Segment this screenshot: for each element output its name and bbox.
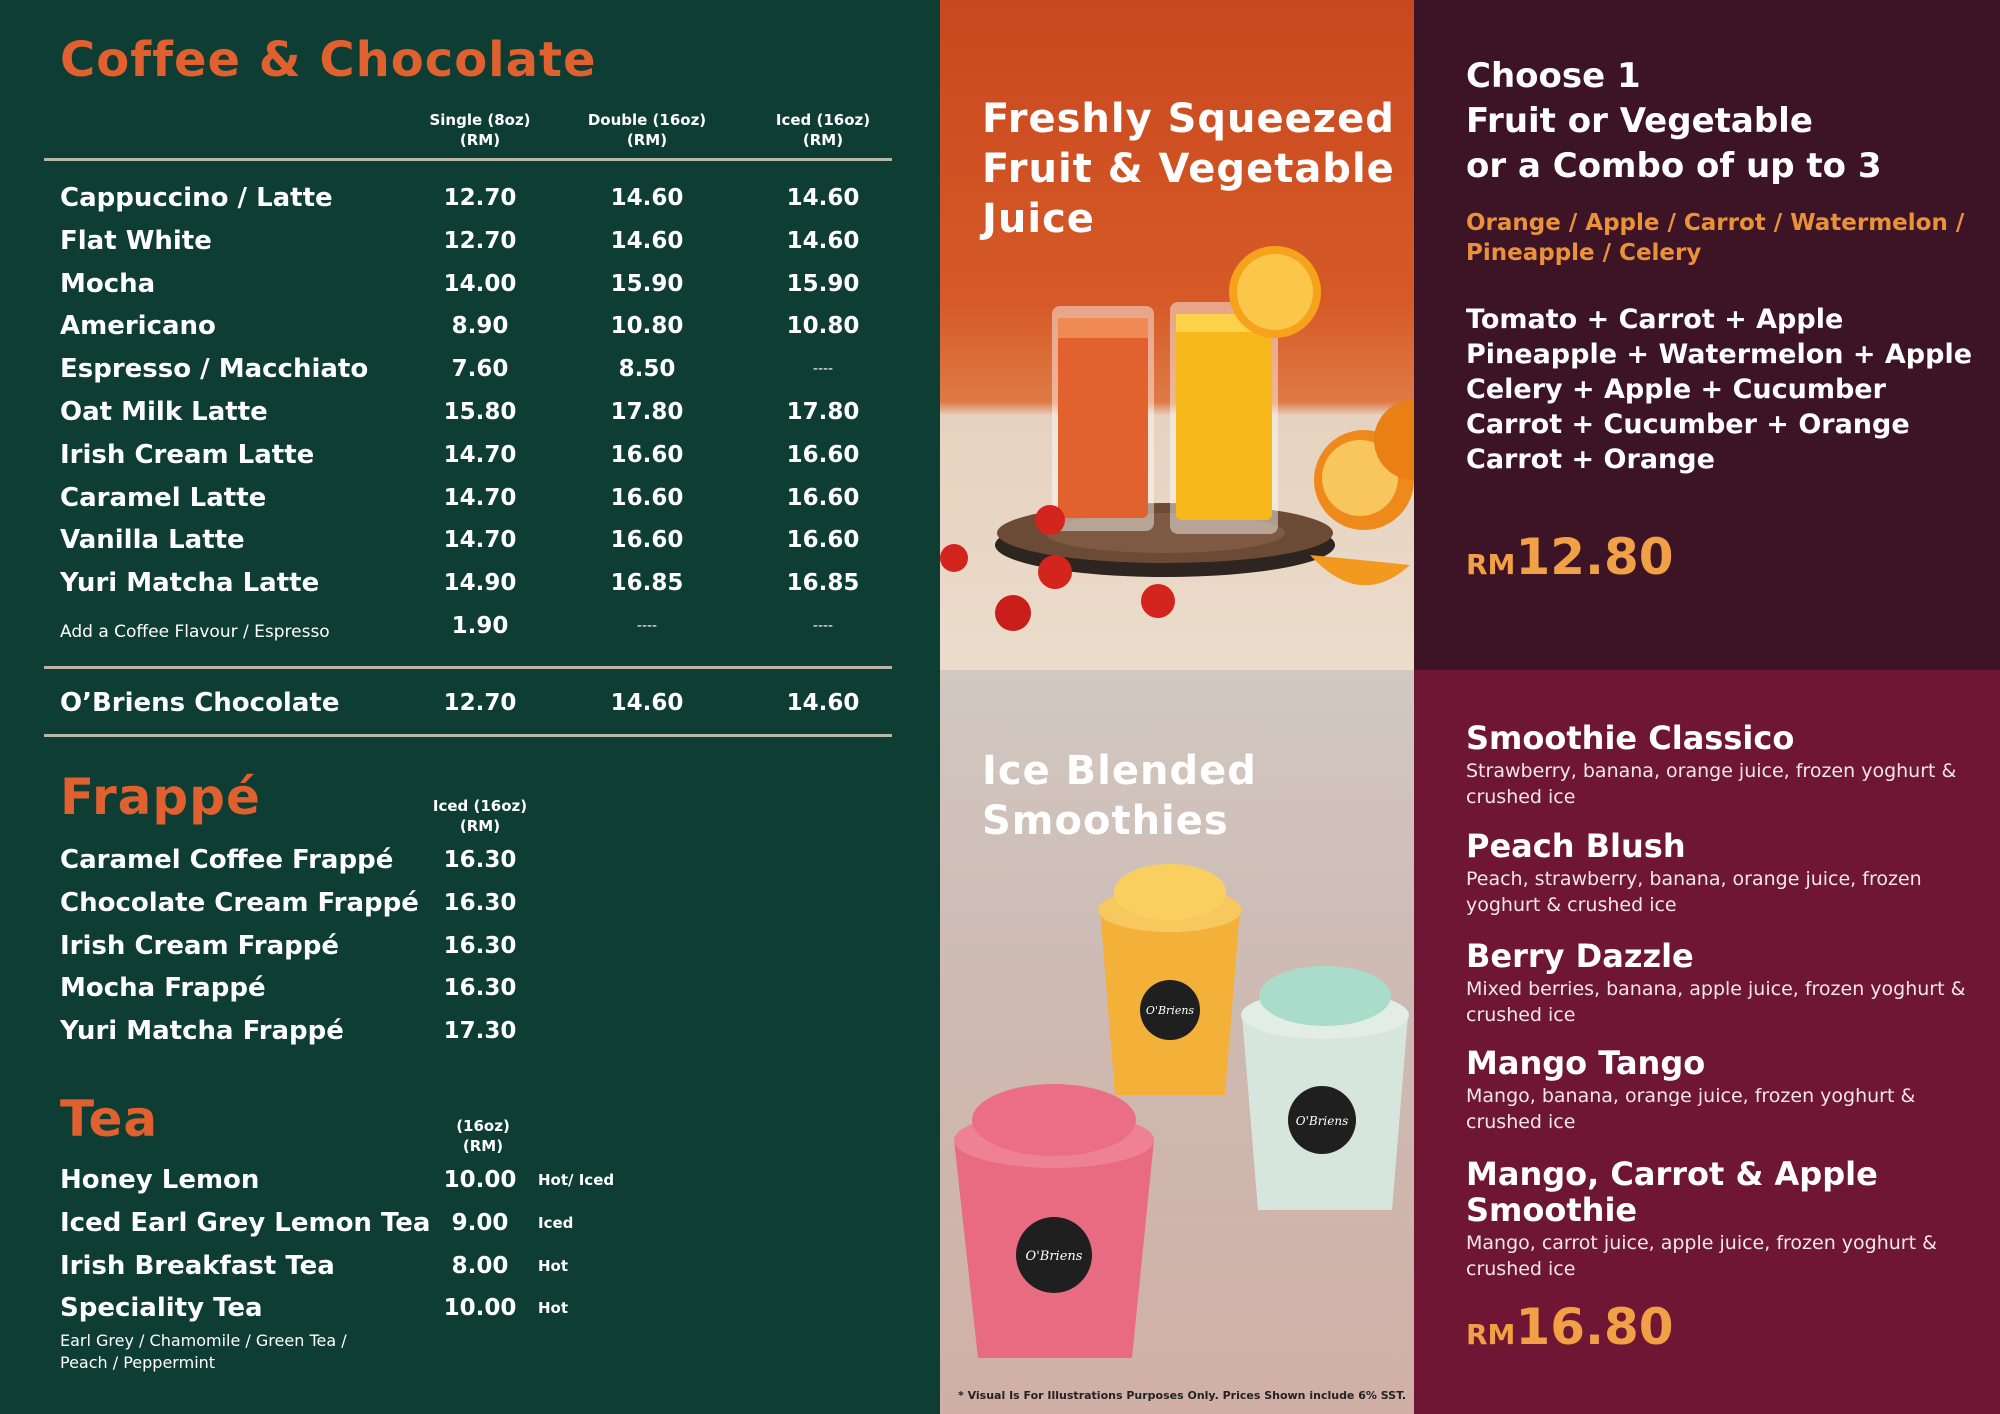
item-name: Honey Lemon xyxy=(60,1165,260,1195)
currency-label: RM xyxy=(1466,548,1516,581)
serving-tag: Hot xyxy=(538,1256,569,1275)
price-single: 15.80 xyxy=(443,399,517,425)
price-double: ---- xyxy=(636,618,658,634)
frappe-row xyxy=(0,926,940,966)
frappe-row xyxy=(0,968,940,1008)
price-iced: ---- xyxy=(812,361,834,378)
price: 10.00 xyxy=(443,1295,517,1322)
smoothie-item xyxy=(1466,828,1986,918)
smoothie-name: Mango Tango xyxy=(1466,1044,1706,1082)
coffee-row xyxy=(0,349,940,389)
price-iced: 14.60 xyxy=(786,227,860,254)
coffee-row xyxy=(0,435,940,475)
serving-tag: Iced xyxy=(538,1213,574,1232)
juice-photo-title: Freshly Squeezed Fruit & Vegetable Juice xyxy=(982,96,1395,242)
price: 10.00 xyxy=(443,1167,517,1193)
price-iced: 17.30 xyxy=(443,1018,517,1045)
chocolate-row xyxy=(0,683,940,723)
cup-logo: O'Briens xyxy=(1025,1249,1083,1264)
price-iced: 16.85 xyxy=(786,570,860,597)
juice-fruit-options: Orange / Apple / Carrot / Watermelon / Pineapple / Celery xyxy=(1466,210,1965,266)
smoothie-description: Mango, banana, orange juice, frozen yoghurt & crushed ice xyxy=(1466,1085,1916,1133)
item-name: Americano xyxy=(60,311,216,342)
coffee-row xyxy=(0,563,940,603)
coffee-row xyxy=(0,178,940,218)
smoothie-description: Mango, carrot juice, apple juice, frozen yoghurt & crushed ice xyxy=(1466,1232,1937,1280)
combo-item: Tomato + Carrot + Apple xyxy=(1466,304,1844,335)
price-single: 8.90 xyxy=(451,313,509,340)
coffee-row xyxy=(0,606,940,646)
item-name: Flat White xyxy=(60,225,212,256)
cup-logo: O'Briens xyxy=(1295,1114,1349,1128)
price-single: 7.60 xyxy=(451,356,509,383)
price-amount: 12.80 xyxy=(1515,528,1674,586)
column-header-double: Double (16oz) (RM) xyxy=(587,111,707,149)
price-double: 16.60 xyxy=(610,441,684,468)
cup-logo: O'Briens xyxy=(1145,1004,1195,1017)
smoothie-name: Peach Blush xyxy=(1466,827,1686,865)
smoothie-info-panel xyxy=(1414,670,2000,1414)
combo-item: Carrot + Orange xyxy=(1466,444,1715,475)
item-name: Irish Cream Latte xyxy=(60,439,315,470)
combo-item: Celery + Apple + Cucumber xyxy=(1466,374,1886,405)
price-single: 14.70 xyxy=(443,441,517,468)
item-name: Yuri Matcha Frappé xyxy=(60,1016,344,1047)
divider xyxy=(44,158,892,161)
coffee-row xyxy=(0,520,940,560)
frappe-section-title: Frappé xyxy=(60,768,261,826)
price-iced: 17.80 xyxy=(786,399,860,425)
item-name: Cappuccino / Latte xyxy=(60,183,333,213)
price-double: 16.85 xyxy=(610,570,684,597)
tea-section-title: Tea xyxy=(60,1090,159,1148)
speciality-tea-options: Earl Grey / Chamomile / Green Tea / Peach / Peppermint xyxy=(60,1331,347,1372)
currency-label: RM xyxy=(1466,1318,1516,1351)
serving-tag: Hot xyxy=(538,1299,569,1318)
frappe-row xyxy=(0,840,940,880)
tea-row xyxy=(0,1246,940,1286)
smoothie-photo-panel xyxy=(940,670,1414,1414)
price-iced: ---- xyxy=(812,618,834,634)
coffee-row xyxy=(0,306,940,346)
price-single: 1.90 xyxy=(451,613,509,639)
price-double: 16.60 xyxy=(610,527,684,554)
item-name: Oat Milk Latte xyxy=(60,397,268,427)
price-iced: 16.60 xyxy=(786,441,860,468)
item-name: Irish Cream Frappé xyxy=(60,930,339,961)
price-iced: 16.30 xyxy=(443,889,517,916)
column-header-iced: Iced (16oz) (RM) xyxy=(775,111,871,149)
tea-row xyxy=(0,1288,940,1328)
price-single: 12.70 xyxy=(443,690,517,716)
price-iced: 16.30 xyxy=(443,847,517,873)
tea-row xyxy=(0,1203,940,1243)
price-iced: 15.90 xyxy=(786,270,860,297)
coffee-section-title: Coffee & Chocolate xyxy=(60,32,597,88)
item-name: Chocolate Cream Frappé xyxy=(60,887,419,918)
price-iced: 14.60 xyxy=(786,690,860,716)
item-name: Speciality Tea xyxy=(60,1293,263,1324)
price-iced: 16.30 xyxy=(443,975,517,1002)
price-single: 14.90 xyxy=(443,570,517,597)
price-iced: 10.80 xyxy=(786,313,860,340)
coffee-row xyxy=(0,392,940,432)
column-header-single: Single (8oz) (RM) xyxy=(429,111,531,149)
item-name: Iced Earl Grey Lemon Tea xyxy=(60,1207,431,1238)
smoothie-item xyxy=(1466,938,1986,1028)
price-double: 10.80 xyxy=(610,313,684,340)
divider xyxy=(44,734,892,737)
juice-photo-panel xyxy=(940,0,1414,670)
item-name: Mocha Frappé xyxy=(60,973,266,1004)
smoothie-name: Smoothie Classico xyxy=(1466,719,1795,757)
item-name: Yuri Matcha Latte xyxy=(60,568,320,599)
divider xyxy=(44,666,892,669)
smoothie-item xyxy=(1466,1045,1986,1135)
item-name: Vanilla Latte xyxy=(60,525,245,556)
coffee-row xyxy=(0,264,940,304)
coffee-tea-menu-panel xyxy=(0,0,940,1414)
price-iced: 16.30 xyxy=(443,932,517,959)
price-iced: 16.60 xyxy=(786,484,860,511)
smoothie-item xyxy=(1466,1155,1937,1282)
smoothie-description: Mixed berries, banana, apple juice, frozen yoghurt & crushed ice xyxy=(1466,978,1966,1026)
price-single: 14.00 xyxy=(443,270,517,297)
juice-price xyxy=(1466,528,1674,586)
item-name: Caramel Latte xyxy=(60,482,267,513)
price-single: 12.70 xyxy=(443,227,517,254)
frappe-row xyxy=(0,883,940,923)
item-name: Caramel Coffee Frappé xyxy=(60,845,394,875)
coffee-row xyxy=(0,478,940,518)
juice-info-panel xyxy=(1414,0,2000,670)
item-name: Mocha xyxy=(60,268,156,299)
smoothie-name: Berry Dazzle xyxy=(1466,937,1694,975)
smoothie-item xyxy=(1466,720,1986,810)
price-iced: 16.60 xyxy=(786,527,860,554)
juice-combo-list xyxy=(1466,302,1972,477)
price-single: 12.70 xyxy=(443,185,517,211)
coffee-row xyxy=(0,221,940,261)
item-name: O’Briens Chocolate xyxy=(60,688,340,718)
combo-item: Carrot + Cucumber + Orange xyxy=(1466,409,1910,440)
price-double: 14.60 xyxy=(610,227,684,254)
price-double: 16.60 xyxy=(610,484,684,511)
price-amount: 16.80 xyxy=(1515,1298,1674,1356)
smoothie-photo-title: Ice Blended Smoothies xyxy=(982,748,1257,844)
price-double: 15.90 xyxy=(610,270,684,297)
price-double: 14.60 xyxy=(610,185,684,211)
disclaimer-text: * Visual Is For Illustrations Purposes Only. Prices Shown include 6% SST. xyxy=(958,1389,1407,1402)
smoothie-name: Mango, Carrot & Apple Smoothie xyxy=(1466,1155,1878,1229)
item-name: Espresso / Macchiato xyxy=(60,354,369,385)
smoothie-description: Peach, strawberry, banana, orange juice, frozen yoghurt & crushed ice xyxy=(1466,868,1922,916)
price: 8.00 xyxy=(451,1252,509,1279)
smoothie-price xyxy=(1466,1298,1674,1356)
price-double: 17.80 xyxy=(610,399,684,425)
tea-row xyxy=(0,1160,940,1200)
price-single: 14.70 xyxy=(443,527,517,554)
price-single: 14.70 xyxy=(443,484,517,511)
juice-glasses-image xyxy=(940,0,1414,670)
price-double: 8.50 xyxy=(618,356,676,383)
combo-item: Pineapple + Watermelon + Apple xyxy=(1466,339,1973,370)
smoothie-cups-image xyxy=(940,670,1414,1414)
frappe-row xyxy=(0,1011,940,1051)
juice-choose-heading: Choose 1 Fruit or Vegetable or a Combo of up to 3 xyxy=(1466,56,1882,186)
item-name: Add a Coffee Flavour / Espresso xyxy=(60,622,330,642)
price-iced: 14.60 xyxy=(786,185,860,211)
item-name: Irish Breakfast Tea xyxy=(60,1250,335,1281)
column-header-tea: (16oz) (RM) xyxy=(456,1117,510,1155)
smoothie-description: Strawberry, banana, orange juice, frozen yoghurt & crushed ice xyxy=(1466,760,1957,808)
price-double: 14.60 xyxy=(610,690,684,716)
price: 9.00 xyxy=(451,1209,509,1236)
column-header-frappe: Iced (16oz) (RM) xyxy=(432,797,528,835)
serving-tag: Hot/ Iced xyxy=(538,1171,615,1189)
